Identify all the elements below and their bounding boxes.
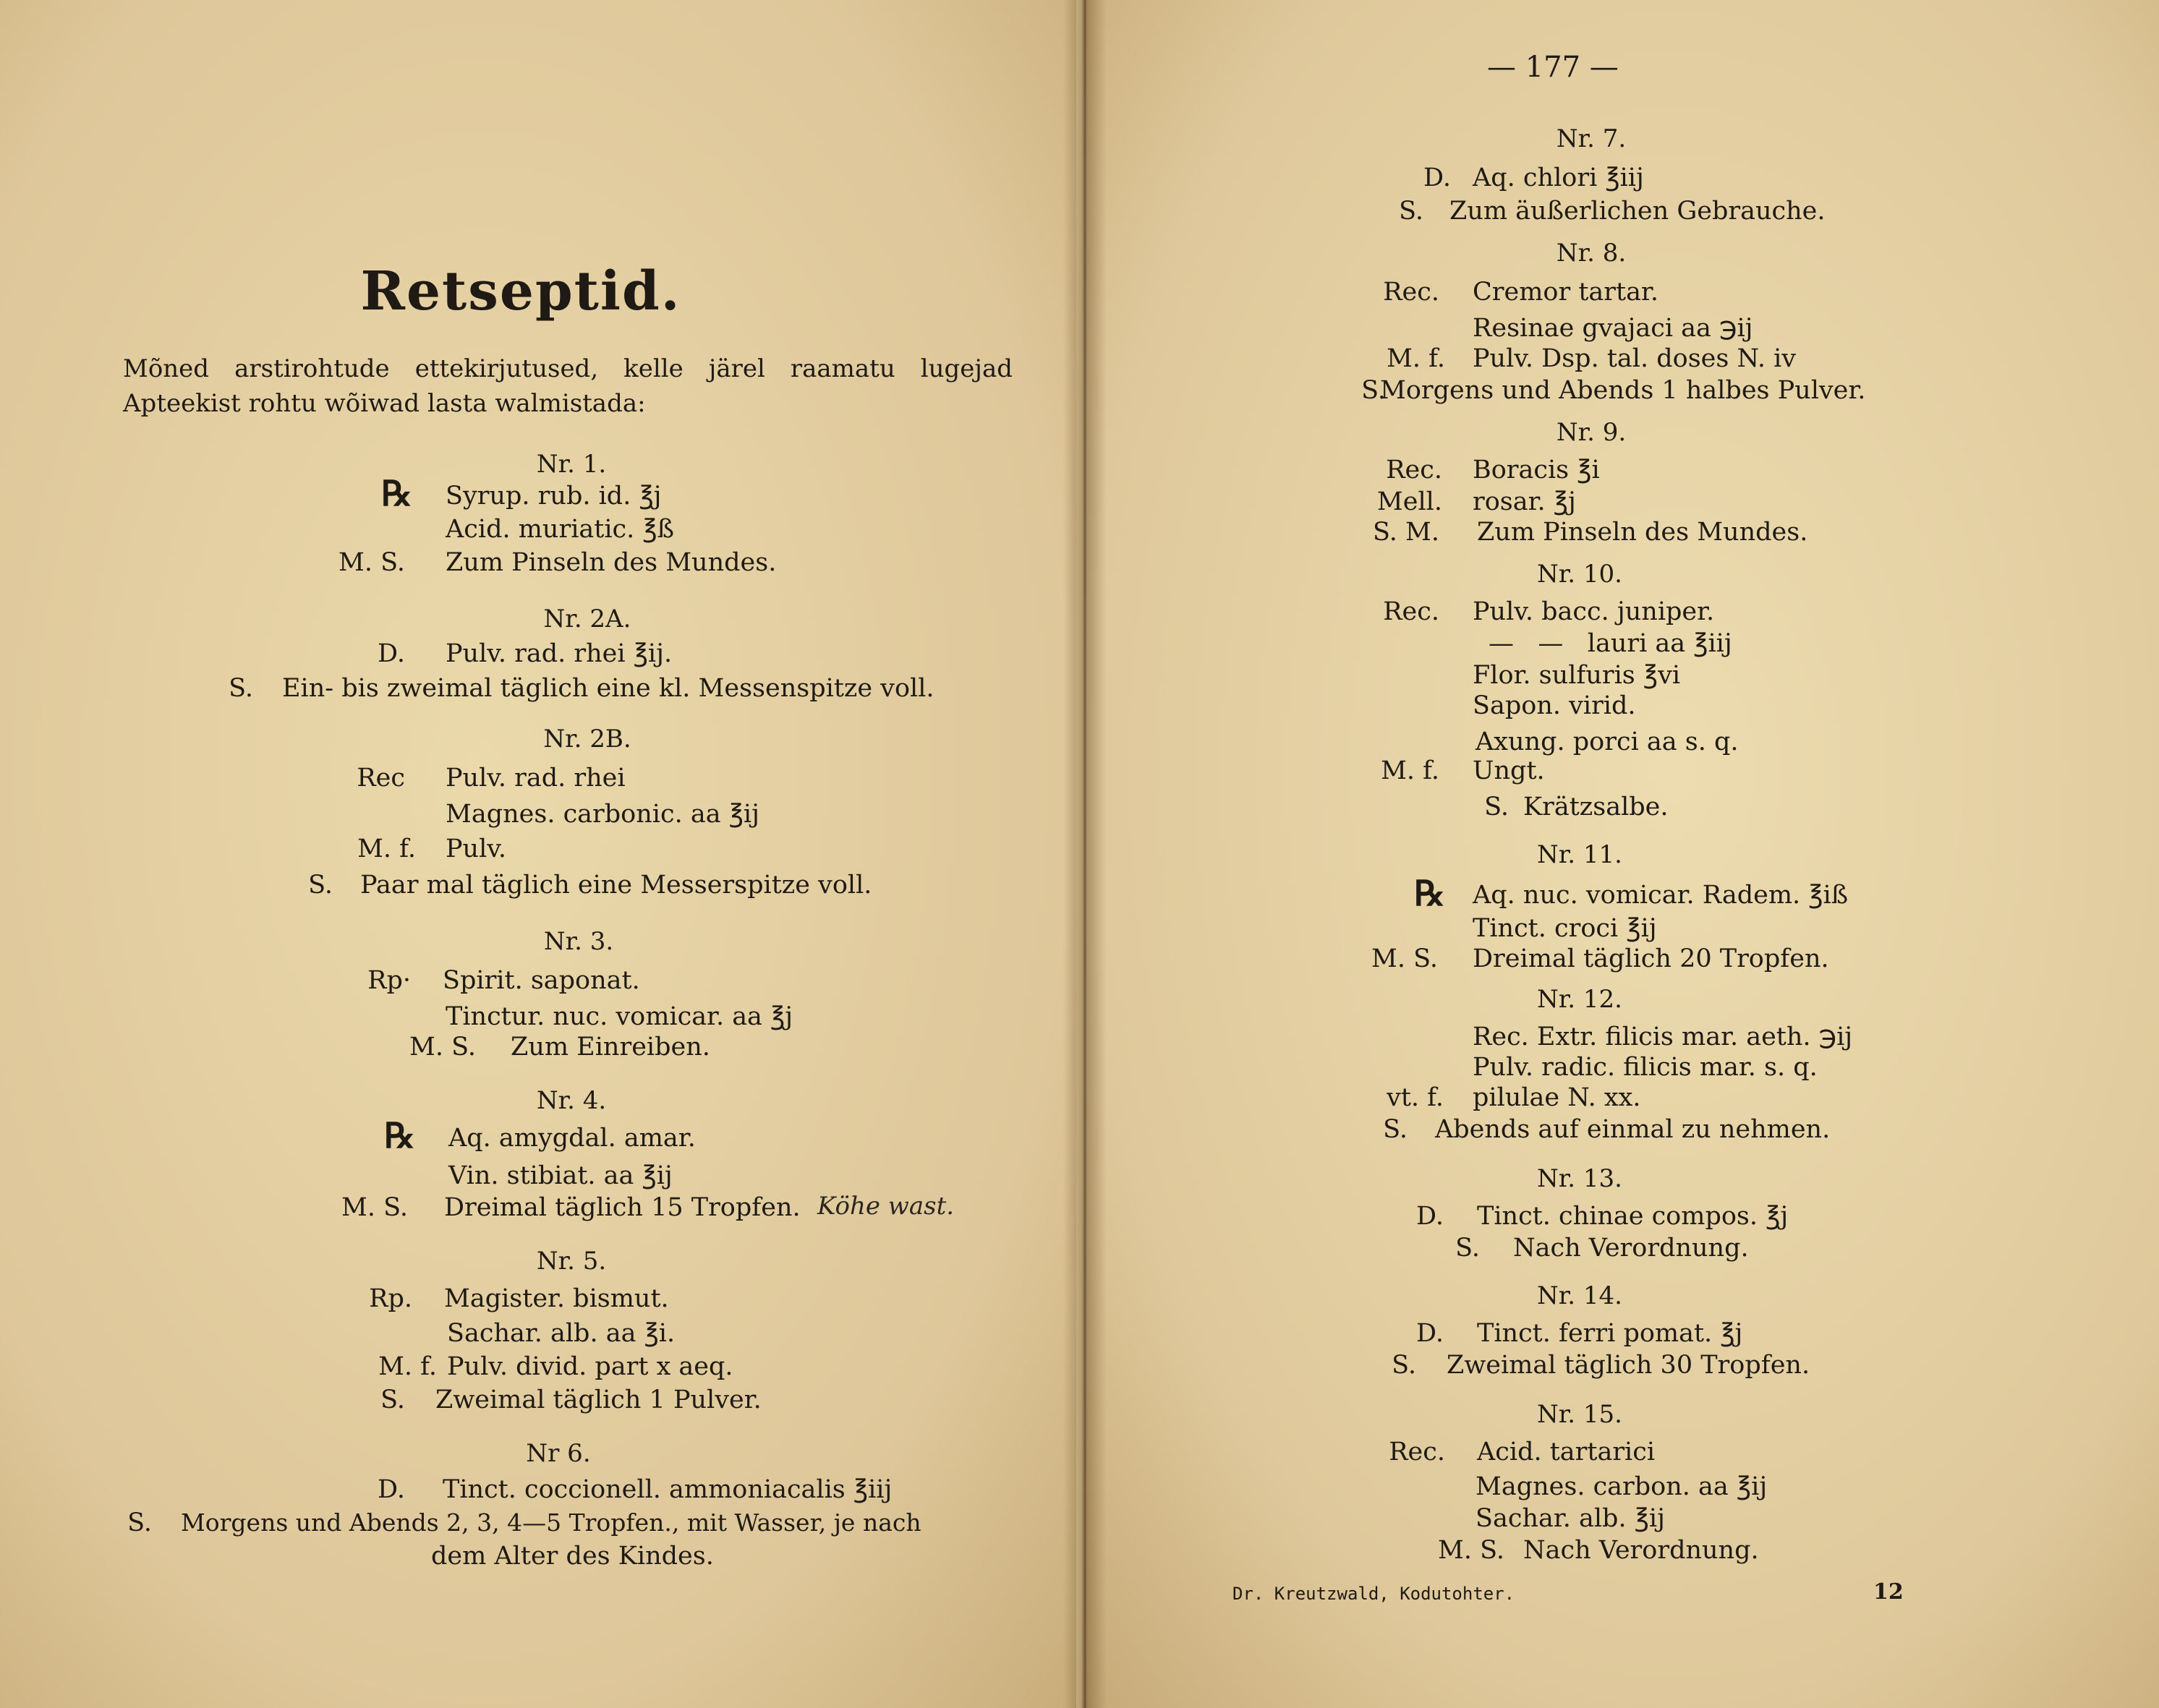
page-number: — 177 — [1487, 51, 1619, 84]
recipe-line: Axung. porci aa s. q. [1475, 727, 1739, 756]
recipe-label: S. [229, 674, 253, 703]
recipe-line: Zum Pinseln des Mundes. [446, 548, 777, 577]
recipe-label: Rec. [1386, 456, 1442, 484]
recipe-line: Resinae gvajaci aa ℈ij [1473, 314, 1753, 343]
recipe-label: M. f. [357, 834, 416, 863]
recipe-label: M. S. [409, 1033, 476, 1062]
recipe-heading: Nr. 3. [543, 927, 614, 956]
recipe-label: M. f. [378, 1352, 437, 1381]
recipe-line: Boracis ℥i [1473, 456, 1600, 484]
intro-line: Mõned arstirohtude ettekirjutused, kelle järel raamatu lugejad [123, 354, 1013, 383]
recipe-heading: Nr. 15. [1537, 1400, 1622, 1429]
recipe-label: Rec. [1383, 278, 1439, 307]
recipe-line: Tinct. chinae compos. ℥j [1477, 1202, 1789, 1231]
recipe-label: D. [1423, 163, 1451, 192]
recipe-label: S. [380, 1385, 405, 1414]
recipe-line: Pulv. divid. part x aeq. [447, 1352, 733, 1381]
handwritten-note: Köhe wast. [817, 1192, 955, 1221]
recipe-heading: Nr 6. [526, 1439, 591, 1468]
recipe-line: Sachar. alb. ℥ij [1475, 1504, 1665, 1533]
left-page [0, 0, 1076, 1708]
recipe-heading: Nr. 1. [536, 450, 607, 479]
recipe-line: Nach Verordnung. [1523, 1536, 1759, 1565]
recipe-label: S. [1455, 1234, 1480, 1263]
recipe-symbol: ℞ [1413, 874, 1445, 914]
recipe-label: D. [378, 639, 405, 668]
recipe-label: M. S. [1438, 1536, 1504, 1565]
recipe-label: S. [1383, 1115, 1408, 1144]
recipe-label: M. f. [1381, 756, 1439, 785]
book-gutter [1063, 0, 1107, 1708]
recipe-line: Ungt. [1473, 756, 1545, 785]
recipe-label: D. [378, 1475, 405, 1504]
footer-author: Dr. Kreutzwald, Kodutohter. [1232, 1584, 1515, 1604]
recipe-label: Rec [357, 764, 405, 793]
recipe-line: Tinct. coccionell. ammoniacalis ℥iij [443, 1475, 893, 1504]
recipe-label: D. [1416, 1202, 1444, 1231]
intro-line: Apteekist rohtu wõiwad lasta walmistada: [123, 389, 646, 418]
recipe-label: S. [1361, 376, 1386, 405]
recipe-label: Rec. [1389, 1438, 1445, 1466]
recipe-line: Morgens und Abends 2, 3, 4—5 Tropfen., mit Wasser, je nach [181, 1508, 921, 1537]
recipe-line: Magnes. carbonic. aa ℥ij [446, 800, 759, 829]
recipe-line: Pulv. [446, 834, 507, 863]
recipe-line: Acid. tartarici [1477, 1438, 1656, 1466]
signature-mark: 12 [1873, 1579, 1904, 1605]
recipe-line: Morgens und Abends 1 halbes Pulver. [1380, 376, 1866, 405]
recipe-line: Tinct. ferri pomat. ℥j [1477, 1319, 1743, 1348]
recipe-line: Sapon. virid. [1473, 691, 1636, 720]
recipe-heading: Nr. 14. [1537, 1281, 1622, 1310]
recipe-heading: Nr. 13. [1537, 1164, 1622, 1193]
recipe-heading: Nr. 8. [1556, 239, 1627, 268]
recipe-heading: Nr. 4. [536, 1086, 607, 1115]
recipe-heading: Nr. 9. [1556, 418, 1627, 447]
recipe-line: Magnes. carbon. aa ℥ij [1475, 1472, 1768, 1501]
recipe-heading: Nr. 7. [1556, 124, 1627, 153]
recipe-line: Pulv. bacc. juniper. [1473, 597, 1715, 626]
recipe-heading: Nr. 10. [1537, 560, 1622, 589]
recipe-line: Pulv. radic. filicis mar. s. q. [1473, 1053, 1818, 1082]
recipe-label: Mell. [1376, 487, 1442, 516]
recipe-label: S. M. [1373, 518, 1439, 547]
recipe-line: Paar mal täglich eine Messerspitze voll. [360, 871, 872, 900]
recipe-label: M. S. [1371, 944, 1438, 973]
recipe-line: Krätzsalbe. [1523, 793, 1669, 821]
recipe-line: Acid. muriatic. ℥ß [446, 515, 674, 544]
recipe-line: Zum äußerlichen Gebrauche. [1449, 197, 1826, 226]
recipe-line: Sachar. alb. aa ℥i. [447, 1319, 676, 1348]
recipe-label: M. f. [1387, 344, 1445, 373]
recipe-label: Rp. [369, 1284, 412, 1313]
recipe-line: — — lauri aa ℥iij [1489, 629, 1732, 658]
recipe-line: Pulv. rad. rhei [446, 764, 626, 793]
recipe-line: Nach Verordnung. [1513, 1234, 1749, 1263]
recipe-line: Dreimal täglich 15 Tropfen. [444, 1193, 801, 1222]
recipe-label: S. [127, 1508, 152, 1537]
recipe-line: Zum Einreiben. [511, 1033, 710, 1062]
recipe-line: rosar. ℥j [1473, 487, 1576, 516]
recipe-line: Zum Pinseln des Mundes. [1477, 518, 1808, 547]
recipe-heading: Nr. 2B. [543, 725, 631, 753]
recipe-label: M. S. [338, 548, 405, 577]
recipe-line: Flor. sulfuris ℥vi [1473, 661, 1681, 690]
recipe-line: Tinctur. nuc. vomicar. aa ℥j [446, 1002, 793, 1031]
recipe-heading: Nr. 11. [1537, 840, 1622, 869]
recipe-heading: Nr. 2A. [543, 605, 631, 633]
recipe-line: Pulv. rad. rhei ℥ij. [446, 639, 673, 668]
recipe-line: Cremor tartar. [1473, 278, 1658, 307]
recipe-line: Spirit. saponat. [443, 966, 640, 995]
recipe-label: S. [1399, 197, 1423, 226]
recipe-heading: Nr. 5. [536, 1247, 607, 1276]
recipe-line: Aq. chlori ℥iij [1473, 163, 1644, 192]
recipe-symbol: ℞ [383, 1116, 415, 1156]
recipe-heading: Nr. 12. [1537, 985, 1622, 1014]
recipe-label: S. [308, 871, 333, 900]
recipe-label: vt. f. [1387, 1083, 1444, 1112]
page-title: Retseptid. [360, 260, 681, 323]
recipe-label: Rp· [367, 966, 411, 995]
recipe-line: Syrup. rub. id. ℥j [446, 482, 662, 511]
recipe-symbol: ℞ [380, 474, 412, 514]
recipe-line: Rec. Extr. filicis mar. aeth. ℈ij [1473, 1022, 1853, 1051]
recipe-line: Tinct. croci ℥ij [1473, 914, 1657, 943]
recipe-line: Zweimal täglich 1 Pulver. [435, 1385, 762, 1414]
recipe-line: Dreimal täglich 20 Tropfen. [1473, 944, 1829, 973]
recipe-line: Aq. nuc. vomicar. Radem. ℥iß [1473, 881, 1849, 910]
recipe-line: pilulae N. xx. [1473, 1083, 1641, 1112]
recipe-label: S. [1392, 1351, 1416, 1380]
recipe-label: D. [1416, 1319, 1444, 1348]
recipe-line: Aq. amygdal. amar. [448, 1124, 696, 1153]
recipe-label: Rec. [1383, 597, 1439, 626]
recipe-line: dem Alter des Kindes. [431, 1542, 714, 1571]
recipe-label: S. [1484, 793, 1509, 821]
right-page [1082, 0, 2159, 1708]
recipe-line: Abends auf einmal zu nehmen. [1435, 1115, 1831, 1144]
intro-text [123, 351, 1013, 421]
recipe-line: Vin. stibiat. aa ℥ij [448, 1161, 673, 1190]
recipe-line: Pulv. Dsp. tal. doses N. iv [1473, 344, 1797, 373]
recipe-line: Magister. bismut. [444, 1284, 669, 1313]
recipe-line: Zweimal täglich 30 Tropfen. [1447, 1351, 1810, 1380]
recipe-label: M. S. [341, 1193, 408, 1222]
recipe-line: Ein- bis zweimal täglich eine kl. Messenspitze voll. [282, 674, 934, 703]
